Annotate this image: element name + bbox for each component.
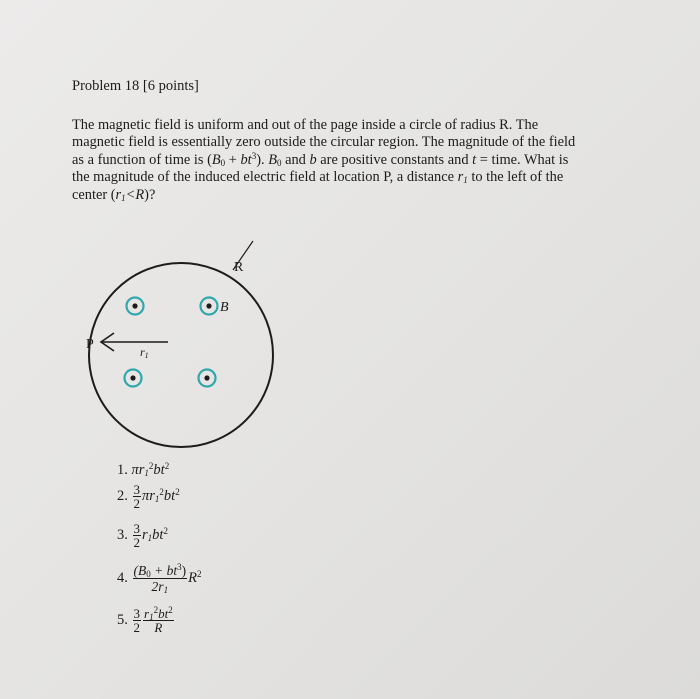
subscript: 1 xyxy=(147,532,153,543)
denominator xyxy=(133,578,188,594)
answer-choice-3[interactable] xyxy=(117,522,168,549)
answer-choice-5[interactable] xyxy=(117,607,175,634)
fraction-r1sq-bt-over-R xyxy=(143,607,174,634)
symbol-r: r xyxy=(149,487,155,504)
denominator: R xyxy=(143,620,174,634)
answer-choice-1[interactable] xyxy=(117,462,169,479)
superscript: 2 xyxy=(163,525,168,536)
denominator: 2 xyxy=(133,620,140,635)
subscript: 1 xyxy=(144,468,149,478)
subscript: 1 xyxy=(154,493,160,504)
symbol-bt: bt xyxy=(240,151,252,168)
symbol-r: r xyxy=(142,526,148,543)
statement-line-1: The magnetic field is uniform and out of the page inside a circle of radius R. The xyxy=(72,117,539,133)
r1-letter: r xyxy=(140,345,145,359)
r1-subscript: 1 xyxy=(144,351,149,360)
symbol-R: R xyxy=(135,186,145,203)
symbol-bt: bt xyxy=(153,462,165,478)
text-fragment: + xyxy=(225,151,241,168)
less-than: < xyxy=(125,186,136,203)
text-fragment: 2r xyxy=(151,579,164,594)
superscript: 3 xyxy=(251,150,257,161)
numerator xyxy=(133,563,188,578)
pi-symbol: π xyxy=(131,462,139,478)
text-fragment: and xyxy=(281,151,310,168)
symbol-bt: bt xyxy=(152,526,164,543)
fraction-3-over-2 xyxy=(133,522,142,549)
choice-number: 3. xyxy=(117,526,128,543)
symbol-r: r xyxy=(144,606,150,621)
text-fragment: are positive constants and xyxy=(316,151,473,168)
numerator xyxy=(143,607,174,620)
symbol-B: B xyxy=(268,151,277,168)
choice-number: 4. xyxy=(117,569,128,586)
subscript: 1 xyxy=(463,175,468,186)
field-label-B: B xyxy=(220,300,229,315)
symbol-R: R xyxy=(188,569,197,586)
symbol-b: b xyxy=(309,151,317,168)
superscript: 2 xyxy=(153,605,159,615)
choice-number: 5. xyxy=(117,611,128,628)
denominator: 2 xyxy=(133,535,140,550)
symbol-bt: bt xyxy=(158,606,169,621)
text-fragment: as a function of time is ( xyxy=(72,151,212,168)
symbol-t: t xyxy=(472,151,477,168)
denominator: 2 xyxy=(133,496,140,511)
superscript: 2 xyxy=(175,486,180,497)
numerator: 3 xyxy=(133,521,140,536)
subscript: 0 xyxy=(276,157,282,168)
symbol-r: r xyxy=(138,462,145,478)
statement-line-2: magnetic field is essentially zero outside the circular region. The magnitude of the field xyxy=(72,134,576,151)
text-fragment: )? xyxy=(144,186,156,203)
superscript: 2 xyxy=(148,461,154,471)
text-fragment: = time. What is xyxy=(476,151,569,168)
point-P-label: P xyxy=(86,337,94,352)
superscript: 2 xyxy=(168,605,173,615)
superscript: 3 xyxy=(177,562,182,572)
text-fragment: + bt xyxy=(150,563,178,578)
superscript: 2 xyxy=(159,486,164,497)
text-fragment: the magnitude of the induced electric field at location P, a distance xyxy=(72,169,458,186)
fraction-3-over-2 xyxy=(133,483,142,510)
subscript: 1 xyxy=(149,612,154,622)
numerator: 3 xyxy=(133,482,140,497)
choice-number: 2. xyxy=(117,487,128,504)
answer-choice-2[interactable] xyxy=(117,483,180,510)
text-fragment: (B xyxy=(133,563,147,578)
symbol-r: r xyxy=(457,169,464,186)
symbol-r: r xyxy=(115,186,122,203)
superscript: 2 xyxy=(196,568,202,579)
pi-symbol: π xyxy=(142,487,150,504)
text-fragment: ) xyxy=(181,563,187,578)
subscript: 1 xyxy=(121,192,126,203)
text-fragment: to the left of the xyxy=(467,169,564,186)
subscript: 0 xyxy=(220,157,226,168)
subscript: 1 xyxy=(163,585,169,595)
numerator: 3 xyxy=(133,606,140,621)
choice-number: 1. xyxy=(117,462,128,478)
problem-title: Problem 18 [6 points] xyxy=(72,78,199,94)
subscript: 0 xyxy=(146,569,151,579)
text-fragment: center ( xyxy=(72,186,116,203)
fraction-field-over-2r1 xyxy=(133,563,188,594)
fraction-3-over-2 xyxy=(133,607,142,634)
text-fragment: ). xyxy=(256,151,269,168)
symbol-bt: bt xyxy=(163,487,176,504)
superscript: 2 xyxy=(164,461,170,471)
symbol-B: B xyxy=(211,151,221,168)
radius-label: R xyxy=(234,260,244,275)
answer-choice-4[interactable] xyxy=(117,563,201,594)
